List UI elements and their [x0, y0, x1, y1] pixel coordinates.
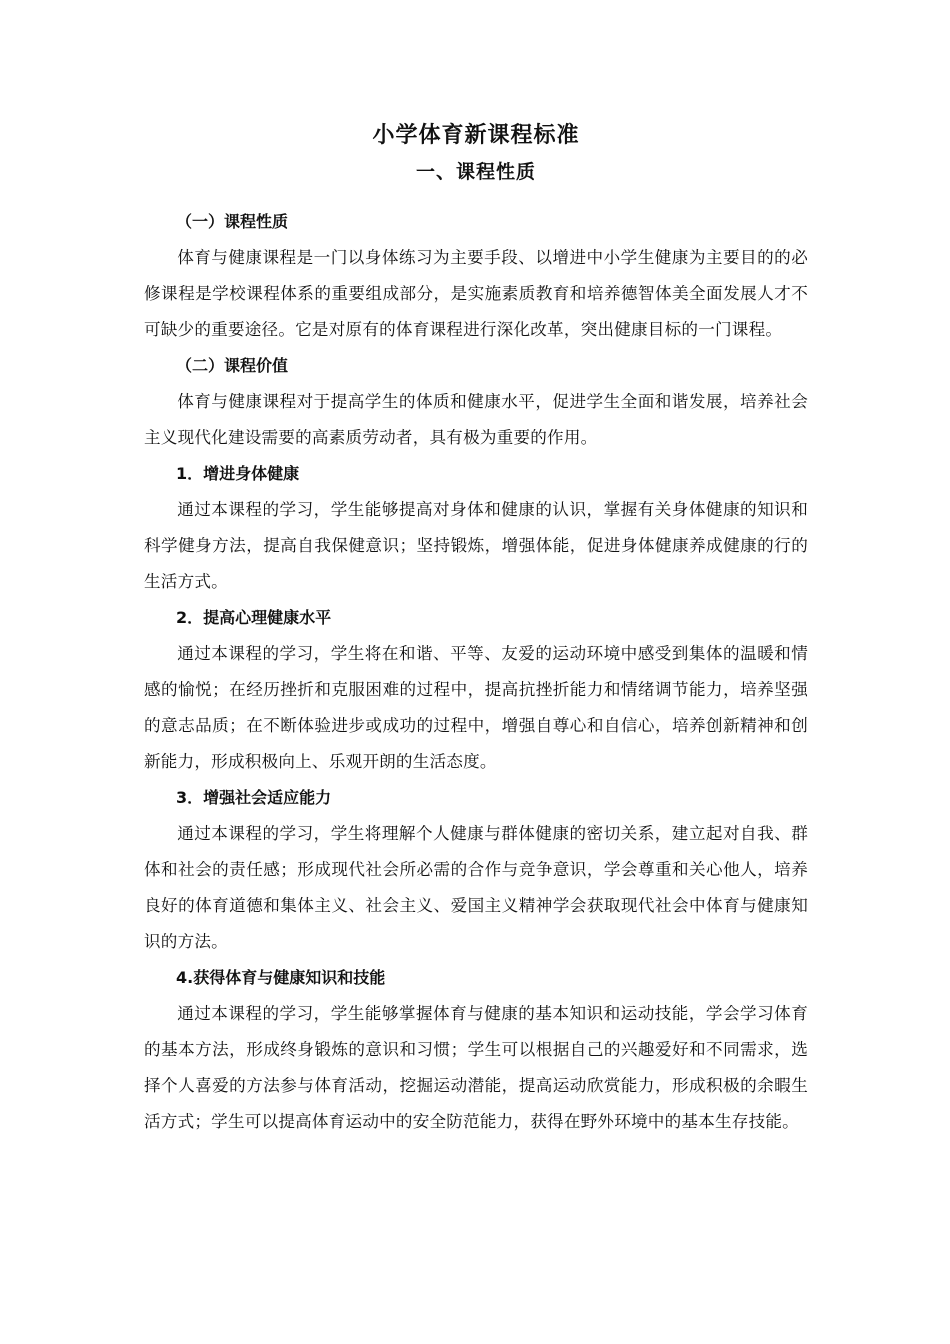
section-heading: 4.获得体育与健康知识和技能 [176, 968, 386, 987]
section-heading: 1．增进身体健康 [176, 464, 300, 483]
section-value [144, 348, 808, 456]
section-paragraph: 通过本课程的学习，学生能够提高对身体和健康的认识，掌握有关身体健康的知识和科学健身方法，提高自我保健意识；坚持锻炼，增强体能，促进身体健康养成健康的行的生活方式。 [144, 500, 808, 591]
section-social-adaptation [144, 780, 808, 960]
section-paragraph: 体育与健康课程对于提高学生的体质和健康水平，促进学生全面和谐发展，培养社会主义现代化建设需要的高素质劳动者，具有极为重要的作用。 [144, 392, 808, 447]
section-physical-health [144, 456, 808, 600]
section-heading: （一）课程性质 [176, 212, 289, 231]
section-knowledge-skills [144, 960, 808, 1140]
section-nature [144, 204, 808, 348]
document-title: 小学体育新课程标准 [372, 123, 580, 148]
section-paragraph: 通过本课程的学习，学生将理解个人健康与群体健康的密切关系，建立起对自我、群体和社会的责任感；形成现代社会所必需的合作与竞争意识，学会尊重和关心他人，培养良好的体育道德和集体主义、社会主义、爱国主义精神学会获取现代社会中体育与健康知识的方法。 [144, 824, 808, 951]
section-paragraph: 体育与健康课程是一门以身体练习为主要手段、以增进中小学生健康为主要目的的必修课程是学校课程体系的重要组成部分，是实施素质教育和培养德智体美全面发展人才不可缺少的重要途径。它是对原有的体育课程进行深化改革，突出健康目标的一门课程。 [144, 248, 808, 339]
section-heading: 3．增强社会适应能力 [176, 788, 332, 807]
section-heading: （二）课程价值 [176, 356, 289, 375]
section-heading: 2．提高心理健康水平 [176, 608, 332, 627]
section-paragraph: 通过本课程的学习，学生将在和谐、平等、友爱的运动环境中感受到集体的温暖和情感的愉悦；在经历挫折和克服困难的过程中，提高抗挫折能力和情绪调节能力，培养坚强的意志品质；在不断体验进步或成功的过程中，增强自尊心和自信心，培养创新精神和创新能力，形成积极向上、乐观开朗的生活态度。 [144, 644, 808, 771]
document-body [144, 118, 808, 1140]
chapter-heading: 一、课程性质 [415, 161, 536, 183]
section-mental-health [144, 600, 808, 780]
section-paragraph: 通过本课程的学习，学生能够掌握体育与健康的基本知识和运动技能，学会学习体育的基本方法，形成终身锻炼的意识和习惯；学生可以根据自己的兴趣爱好和不同需求，选择个人喜爱的方法参与体育活动，挖掘运动潜能，提高运动欣赏能力，形成积极的余暇生活方式；学生可以提高体育运动中的安全防范能力，获得在野外环境中的基本生存技能。 [144, 1004, 808, 1131]
